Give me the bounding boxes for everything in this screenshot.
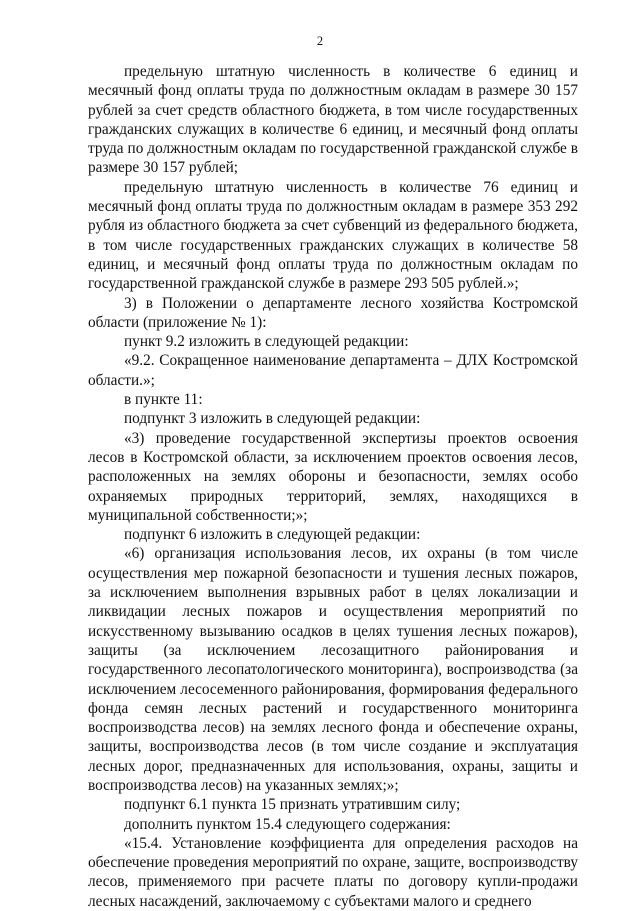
paragraph: пункт 9.2 изложить в следующей редакции: bbox=[124, 333, 409, 351]
paragraph: в пункте 11: bbox=[124, 391, 203, 409]
paragraph: предельную штатную численность в количестве 76 единиц и месячный фонд оплаты труда по должностным окладам в размере 353 292 рубля из областного бюджета за счет субвенций из федерального бюджета, в том числе государственных гражданских служащих в количестве 58 единиц, и месячный фонд оплаты труда по должностным окладам по государственной гражданской службе в размере 293 505 рублей.»; bbox=[88, 178, 578, 293]
paragraph: «15.4. Установление коэффициента для определения расходов на обеспечение проведения мероприятий по охране, защите, воспроизводству лесов, применяемого при расчете платы по договору купли-продажи лесных насаждений, заключаемому с субъектами малого и среднего bbox=[88, 834, 578, 910]
paragraph: подпункт 6 изложить в следующей редакции: bbox=[124, 526, 421, 544]
paragraph: «3) проведение государственной экспертизы проектов освоения лесов в Костромской области, за исключением проектов освоения лесов, расположенных на землях обороны и безопасности, землях особо охраняемых природных территорий, землях, находящихся в муниципальной собственности;»; bbox=[88, 429, 578, 524]
page-number: 2 bbox=[316, 34, 324, 48]
paragraph: «6) организация использования лесов, их охраны (в том числе осуществления мер пожарной безопасности и тушения лесных пожаров, за исключением выполнения взрывных работ в целях локализации и ликвидации лесных пожаров и осуществления мероприятий по искусственному вызыванию осадков в целях тушения лесных пожаров), защиты (за исключением лесозащитного районирования и государственного лесопатологического мониторинга), воспроизводства (за исключением лесосеменного районирования, формирования федерального фонда семян лесных растений и государственного мониторинга воспроизводства лесов) на землях лесного фонда и обеспечение охраны, защиты, воспроизводства лесов (в том числе создание и эксплуатация лесных дорог, предназначенных для использования, охраны, защиты и воспроизводства лесов) на указанных землях;»; bbox=[88, 545, 578, 794]
paragraph: подпункт 6.1 пункта 15 признать утратившим силу; bbox=[124, 796, 461, 814]
paragraph: 3) в Положении о департаменте лесного хозяйства Костромской области (приложение № 1): bbox=[88, 294, 578, 331]
paragraph: «9.2. Сокращенное наименование департамента – ДЛХ Костромской области.»; bbox=[88, 352, 578, 389]
paragraph: дополнить пунктом 15.4 следующего содержания: bbox=[124, 815, 451, 833]
paragraph: предельную штатную численность в количестве 6 единиц и месячный фонд оплаты труда по должностным окладам в размере 30 157 рублей за счет средств областного бюджета, в том числе государственных гражданских служащих в количестве 6 единиц, и месячный фонд оплаты труда по должностным окладам по государственной гражданской службе в размере 30 157 рублей; bbox=[88, 63, 578, 177]
document-body bbox=[88, 62, 578, 911]
paragraph: подпункт 3 изложить в следующей редакции: bbox=[124, 410, 421, 428]
